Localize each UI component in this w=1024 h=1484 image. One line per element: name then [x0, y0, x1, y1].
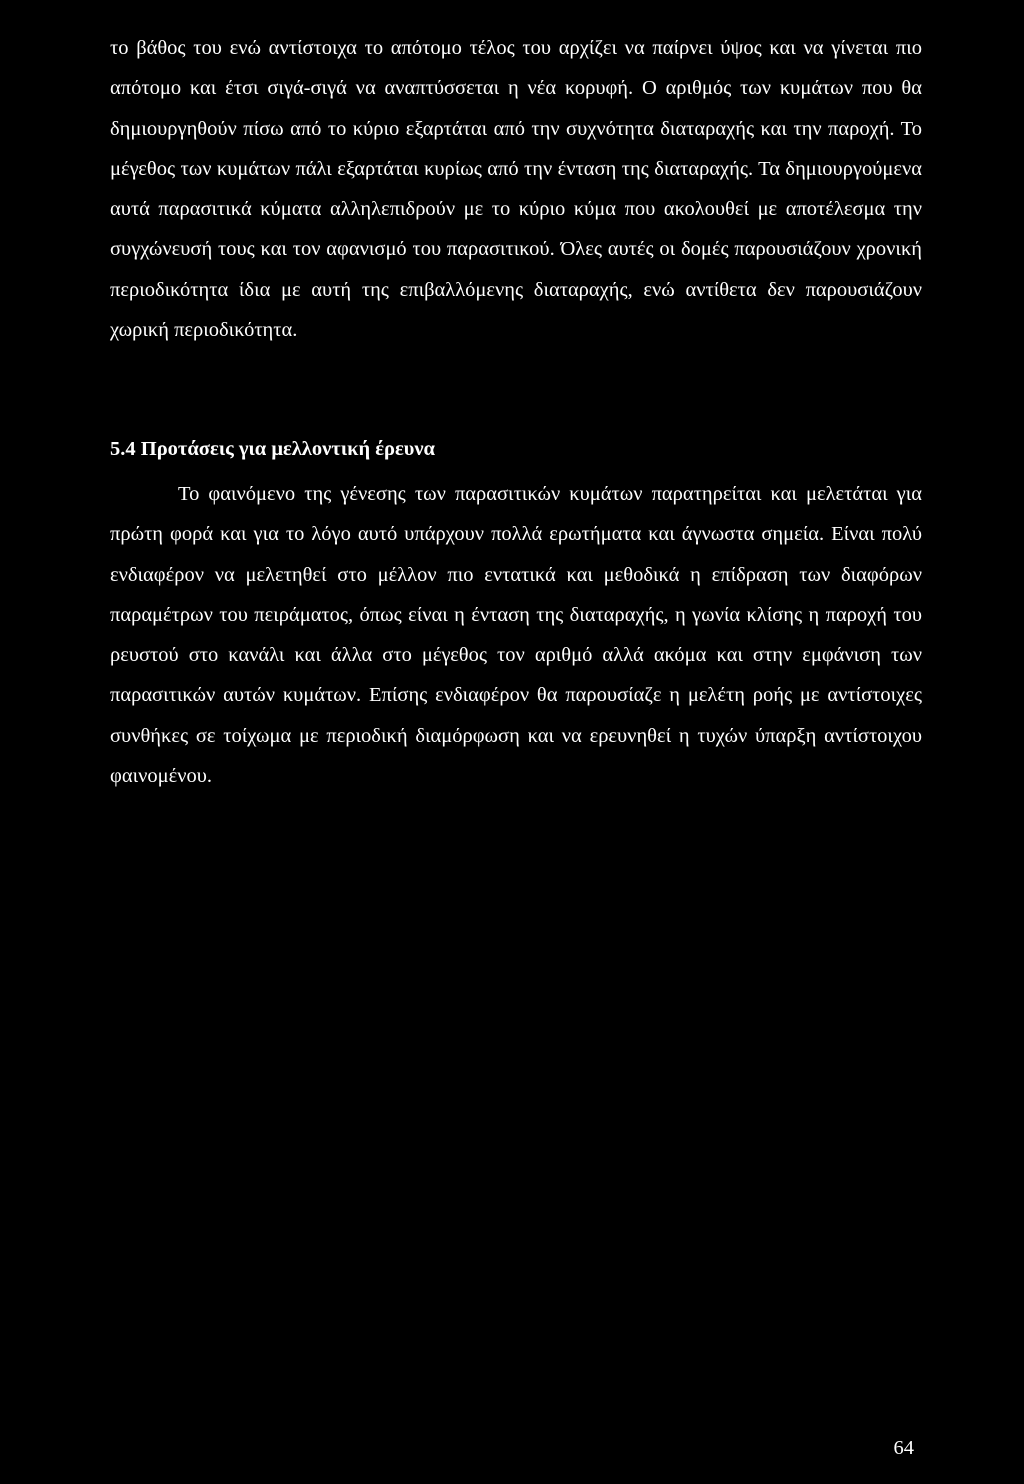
paragraph-continued: το βάθος του ενώ αντίστοιχα το απότομο τέλος του αρχίζει να παίρνει ύψος και να γίνεται πιο απότομο και έτσι σιγά-σιγά να αναπτύσσεται η νέα κορυφή. Ο αριθμός των κυμάτων που θα δημιουργηθούν πίσω από το κύριο εξαρτάται από την συχνότητα διαταραχής και την παροχή. Το μέγεθος των κυμάτων πάλι εξαρτάται κυρίως από την ένταση της διαταραχής. Τα δημιουργούμενα αυτά παρασιτικά κύματα αλληλεπιδρούν με το κύριο κύμα που ακολουθεί με αποτέλεσμα την συγχώνευσή τους και τον αφανισμό του παρασιτικού. Όλες αυτές οι δομές παρουσιάζουν χρονική περιοδικότητα ίδια με αυτή της επιβαλλόμενης διαταραχής, ενώ αντίθετα δεν παρουσιάζουν χωρική περιοδικότητα. [110, 37, 922, 342]
page-number: 64 [893, 1437, 914, 1459]
section-heading: 5.4 Προτάσεις για μελλοντική έρευνα [110, 438, 435, 460]
paragraph-future-research: Το φαινόμενο της γένεσης των παρασιτικών κυμάτων παρατηρείται και μελετάται για πρώτη φορά και για το λόγο αυτό υπάρχουν πολλά ερωτήματα και άγνωστα σημεία. Είναι πολύ ενδιαφέρον να μελετηθεί στο μέλλον πιο εντατικά και μεθοδικά η επίδραση των διαφόρων παραμέτρων του πειράματος, όπως είναι η ένταση της διαταραχής, η γωνία κλίσης η παροχή του ρευστού στο κανάλι και άλλα στο μέγεθος τον αριθμό αλλά ακόμα και στην εμφάνιση των παρασιτικών αυτών κυμάτων. Επίσης ενδιαφέρον θα παρουσίαζε η μελέτη ροής με αντίστοιχες συνθήκες σε τοίχωμα με περιοδική διαμόρφωση και να ερευνηθεί η τυχών ύπαρξη αντίστοιχου φαινομένου. [110, 483, 922, 788]
